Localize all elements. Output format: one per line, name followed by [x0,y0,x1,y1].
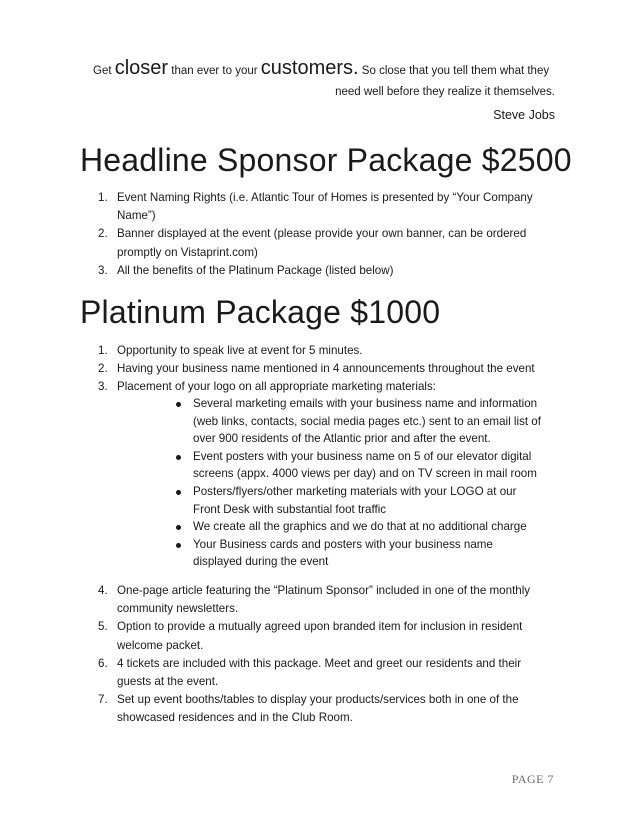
list-item-number: 2. [98,362,108,376]
bullet-text: Your Business cards and posters with your business name displayed during the event [193,537,493,569]
list-item-number: 6. [98,656,108,670]
list-item-number: 7. [98,693,108,707]
bullet-text: Event posters with your business name on 5 of our elevator digital screens (appx. 4000 views per day) and on TV screen in mail room [193,449,537,481]
quote-word-than-ever: than ever to your [168,65,261,77]
jobs-quote [93,58,555,103]
quote-word-customers: customers. [260,57,359,79]
list-item [98,189,557,225]
list-item-number: 2. [98,227,108,241]
list-item [98,582,557,618]
bullet-icon [176,525,181,530]
list-item-text: Event Naming Rights (i.e. Atlantic Tour of Homes is presented by “Your Company Name”) [117,191,533,223]
quote-line-1 [93,58,555,82]
bullet-text: Several marketing emails with your business name and information (web links, contacts, social media pages etc.) sent to an email list of over 900 residents of the Atlantic prior and after the event. [193,397,541,446]
quote-word-get: Get [93,65,115,77]
platinum-benefits-list [98,342,557,397]
list-item-number: 5. [98,620,108,634]
list-item-text: Having your business name mentioned in 4 announcements throughout the event [117,362,535,376]
quote-author: Steve Jobs [493,108,555,122]
bullet-item [193,536,543,571]
quote-word-so-close: So close that you tell them what they [358,65,550,77]
bullet-icon [176,543,181,548]
bullet-text: Posters/flyers/other marketing materials with your LOGO at our Front Desk with substantial foot traffic [193,484,517,516]
list-item-text: Set up event booths/tables to display your products/services both in one of the showcased residences and in the Club Room. [117,693,519,725]
bullet-item [193,483,543,518]
bullet-item [193,395,543,448]
list-item-number: 3. [98,380,108,394]
bullet-item [193,518,543,536]
list-item-text: Placement of your logo on all appropriate marketing materials: [117,380,436,394]
marketing-materials-list [193,395,543,571]
page-number: PAGE 7 [511,772,554,786]
list-item-number: 3. [98,263,108,277]
list-item [98,618,557,654]
list-item-text: All the benefits of the Platinum Package (listed below) [117,263,394,277]
list-item [98,262,557,280]
list-item [98,655,557,691]
list-item-text: Banner displayed at the event (please provide your own banner, can be ordered promptly on Vistaprint.com) [117,227,527,259]
quote-word-closer: closer [114,57,169,79]
list-item-number: 1. [98,191,108,204]
platinum-benefits-list-continued [98,582,557,728]
list-item-number: 1. [98,344,108,357]
list-item-text: Option to provide a mutually agreed upon branded item for inclusion in resident welcome packet. [117,620,523,652]
list-item-number: 4. [98,584,108,597]
list-item [98,691,557,727]
platinum-package-title: Platinum Package $1000 [80,294,441,330]
bullet-item [193,448,543,483]
list-item [98,378,557,396]
bullet-text: We create all the graphics and we do that at no additional charge [193,520,527,534]
quote-line-2: need well before they realize it themselves. [335,86,555,98]
headline-package-title: Headline Sponsor Package $2500 [80,142,572,178]
list-item [98,360,557,378]
headline-benefits-list [98,189,557,280]
list-item-text: One-page article featuring the “Platinum Sponsor” included in one of the monthly community newsletters. [117,584,531,616]
bullet-icon [176,402,181,407]
list-item [98,342,557,360]
list-item [98,225,557,261]
bullet-icon [176,455,181,460]
list-item-text: 4 tickets are included with this package. Meet and greet our residents and their guests at the event. [117,656,522,689]
list-item-text: Opportunity to speak live at event for 5 minutes. [117,344,363,357]
bullet-icon [176,490,181,495]
